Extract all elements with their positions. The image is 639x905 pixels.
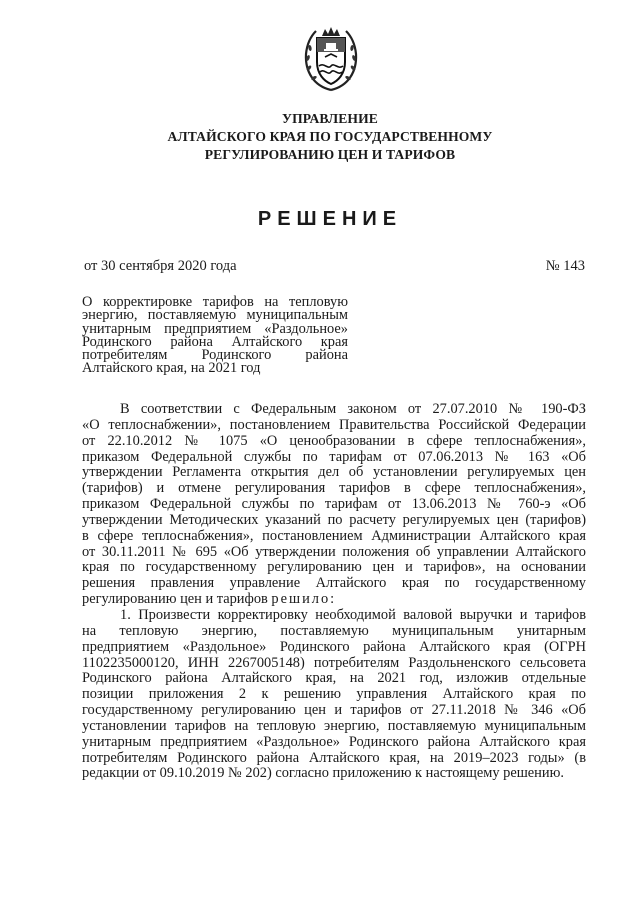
document-date: от 30 сентября 2020 года	[84, 258, 237, 274]
subject-line: Алтайского края, на 2021 год	[82, 360, 261, 377]
subject-line: энергию, поставляемую муниципальным	[82, 307, 348, 324]
org-line: РЕГУЛИРОВАНИЮ ЦЕН И ТАРИФОВ	[204, 147, 456, 162]
item-1-line: 1102235000120, ИНН 2267005148) потребителям Раздольненского сельсовета	[82, 654, 586, 671]
item-1-line: предприятием «Раздольное» Родинского района Алтайского края (ОГРН	[82, 638, 586, 655]
document-number: № 143	[545, 258, 585, 274]
preamble-line: от 30.11.2011 № 695 «Об утверждении положения об управлении Алтайского	[82, 543, 586, 560]
preamble-line: края по государственному регулированию цен и тарифов», на основании	[82, 559, 586, 576]
item-1-line: унитарным предприятием «Раздольное» Родинского района Алтайского края	[82, 733, 586, 750]
item-1-line: на тепловую энергию, поставляемую муниципальным унитарным	[82, 622, 586, 639]
preamble-line: «О теплоснабжении», постановлением Правительства Российской Федерации	[82, 416, 586, 433]
item-1-line: Родинского района Алтайского края, на 2021 год, изложив отдельные	[82, 670, 586, 687]
preamble-line: приказом Федеральной службы по тарифам от 07.06.2013 № 163 «Об	[82, 448, 586, 465]
item-1-line: позиции приложения 2 к решению управления Алтайского края по	[82, 686, 586, 703]
document-subject	[82, 296, 348, 376]
preamble-line: утверждении Методических указаний по расчету регулируемых цен (тарифов)	[82, 511, 586, 528]
decided-word: решило:	[271, 591, 337, 608]
preamble-line: В соответствии с Федеральным законом от 27.07.2010 № 190-ФЗ	[120, 401, 586, 417]
coat-of-arms-icon	[300, 24, 362, 94]
preamble-line: от 22.10.2012 № 1075 «О ценообразовании в сфере теплоснабжения»,	[82, 432, 586, 449]
subject-line: Родинского района Алтайского края	[82, 333, 348, 350]
preamble-closing-line	[82, 592, 586, 608]
preamble-line: утверждении Регламента открытия дел об установлении регулируемых цен	[82, 464, 586, 481]
preamble-line: решения правления управление Алтайского края по государственному	[82, 575, 586, 592]
item-1-line: государственному регулированию цен и тарифов от 27.11.2018 № 346 «Об	[82, 702, 586, 719]
item-1-line: установлении тарифов на тепловую энергию, поставляемую муниципальным	[82, 717, 586, 734]
preamble-line: в сфере теплоснабжения», постановлением Администрации Алтайского края	[82, 527, 586, 544]
document-body	[82, 402, 586, 782]
organization-name	[60, 110, 600, 164]
item-1-line: 1. Произвести корректировку необходимой валовой выручки и тарифов	[120, 606, 586, 623]
subject-line: потребителям Родинского района	[82, 347, 348, 364]
org-line: АЛТАЙСКОГО КРАЯ ПО ГОСУДАРСТВЕННОМУ	[167, 129, 493, 144]
preamble-line: (тарифов) и отмене регулирования тарифов в сфере теплоснабжения»,	[82, 480, 586, 497]
org-line: УПРАВЛЕНИЕ	[282, 111, 378, 126]
document-type-title: РЕШЕНИЕ	[257, 208, 403, 230]
item-1-line: редакции от 09.10.2019 № 202) согласно приложению к настоящему решению.	[82, 765, 564, 782]
subject-line: О корректировке тарифов на тепловую	[82, 294, 348, 310]
preamble-line: приказом Федеральной службы по тарифам от 13.06.2013 № 760-э «Об	[82, 496, 586, 513]
item-1-line: потребителям Родинского района Алтайского края, на 2019–2023 годы» (в	[82, 749, 586, 766]
subject-line: унитарным предприятием «Раздольное»	[82, 320, 348, 337]
closing-prefix: регулированию цен и тарифов	[82, 591, 272, 608]
